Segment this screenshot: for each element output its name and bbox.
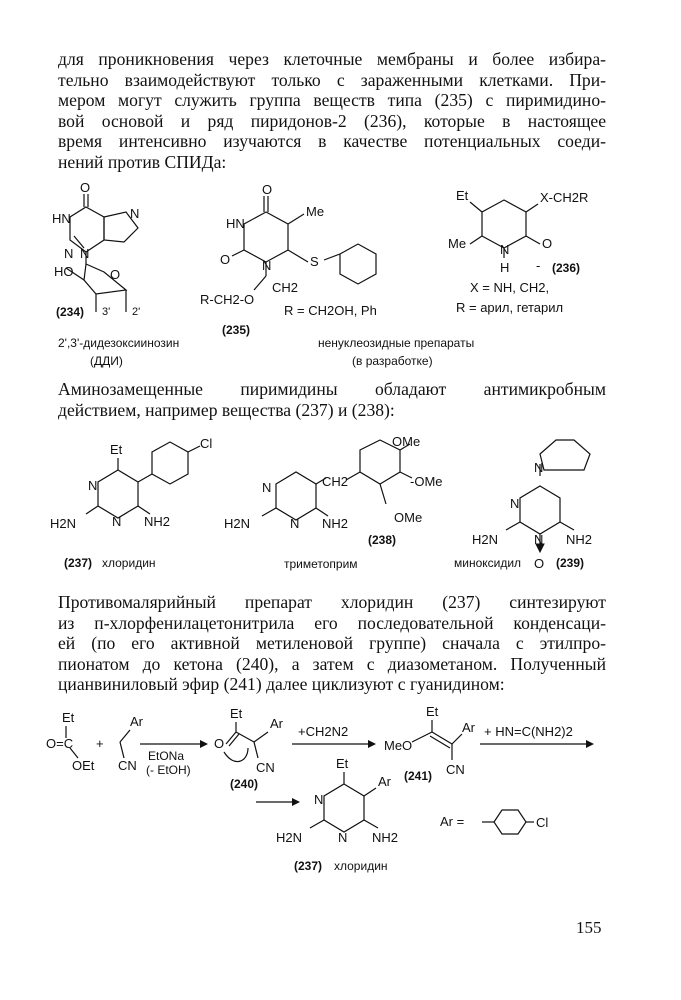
atom-label: CH2 (272, 280, 299, 295)
reaction-arrow-2 (292, 724, 376, 748)
atom-label: NH2 (372, 830, 399, 845)
scheme-caption: ненуклеозидные препараты (318, 336, 475, 350)
text-line: действием, например вещества (237) и (238): (58, 399, 395, 420)
atom-label: N (64, 246, 74, 261)
atom-label: N (88, 478, 98, 493)
atom-label: Ar (378, 774, 391, 789)
atom-label: O (80, 180, 91, 195)
atom-label: H2N (276, 830, 303, 845)
atom-label: MeO (384, 738, 413, 753)
atom-label: O (534, 556, 545, 571)
text-line: ей (по его активной метиленовой группе) сначала с этилпро- (58, 633, 606, 653)
scheme-caption: (в разработке) (352, 354, 433, 368)
substituent-definition: R = CH2OH, Ph (284, 303, 377, 318)
compound-237-product (276, 756, 398, 873)
atom-label: N (510, 496, 520, 511)
atom-label: N (290, 516, 300, 531)
text-line: вой основой и ряд пиридонов-2 (236), которые в настоящее (58, 110, 606, 131)
atom-label: H2N (224, 516, 251, 531)
atom-label: Me (306, 204, 325, 219)
atom-label: OMe (394, 510, 423, 525)
compound-number: (238) (368, 533, 397, 547)
compound-name: (ДДИ) (90, 354, 123, 368)
atom-label: Et (62, 710, 75, 725)
atom-label: Cl (200, 436, 213, 451)
atom-label: N (112, 514, 122, 529)
atom-label: Et (426, 704, 439, 719)
reactant-ethyl-propionate (46, 710, 95, 773)
reactant-arylacetonitrile (118, 714, 144, 773)
compound-number: (237) (64, 556, 93, 570)
compound-number: (241) (404, 769, 433, 783)
atom-label: Ar (462, 720, 475, 735)
compound-237 (50, 436, 212, 570)
scheme-antiviral (0, 172, 681, 372)
compound-234 (52, 180, 179, 368)
compound-number: (240) (230, 777, 259, 791)
atom-label: Ar (270, 716, 283, 731)
atom-label: NH2 (144, 514, 171, 529)
compound-name: хлоридин (102, 556, 156, 570)
atom-label: Et (110, 442, 123, 457)
atom-label: O (262, 182, 273, 197)
page-number: 155 (576, 918, 602, 937)
atom-label: OMe (392, 434, 421, 449)
atom-label: CN (118, 758, 137, 773)
atom-label: N (314, 792, 324, 807)
aryl-definition (440, 810, 548, 834)
text-line: для проникновения через клеточные мембраны и более избира- (58, 49, 606, 69)
scheme-synthesis (0, 700, 681, 890)
plus-sign: + (96, 736, 104, 751)
text-line: время интенсивно изучаются в качестве потенциальных соеди- (58, 131, 606, 151)
atom-label: HN (52, 211, 71, 226)
atom-label: N (80, 246, 90, 261)
scheme-antimicrobial (0, 428, 681, 578)
reagent-label: +CH2N2 (298, 724, 349, 739)
definition-label: Ar = (440, 814, 465, 829)
atom-label: N (534, 460, 544, 475)
scheme-synthesis-svg (0, 700, 681, 890)
reaction-arrow-1 (140, 740, 208, 777)
compound-241 (384, 704, 476, 783)
atom-label: O=C (46, 736, 74, 751)
atom-label: NH2 (322, 516, 349, 531)
compound-238 (224, 434, 443, 571)
atom-label: N (338, 830, 348, 845)
compound-number: (234) (56, 305, 85, 319)
separator-dash: - (536, 258, 541, 273)
atom-label: N (262, 258, 272, 273)
compound-name: триметоприм (284, 557, 358, 571)
atom-label: Et (336, 756, 349, 771)
compound-name: миноксидил (454, 556, 522, 570)
atom-label: CH2 (322, 474, 349, 489)
text-line: цианвиниловый эфир (241) далее циклизуют с гуанидином: (58, 674, 505, 694)
text-line: Противомалярийный препарат хлоридин (237) синтезируют (58, 592, 606, 612)
atom-label: H (500, 260, 510, 275)
reaction-condition: EtONa (148, 749, 185, 763)
atom-label: CN (256, 760, 275, 775)
atom-label: Cl (536, 815, 549, 830)
compound-235 (200, 182, 377, 337)
text-line: из п-хлорфенилацетонитрила его последовательной конденсаци- (58, 612, 606, 633)
atom-label: H2N (472, 532, 499, 547)
compound-236 (448, 188, 588, 315)
atom-label: N (130, 206, 140, 221)
atom-label: H2N (50, 516, 77, 531)
compound-name: хлоридин (334, 859, 388, 873)
atom-label: S (310, 254, 319, 269)
atom-label: N (500, 242, 510, 257)
scheme-antimicrobial-svg (0, 428, 681, 578)
substituent-definition: R = арил, гетарил (456, 300, 564, 315)
text-line: пионатом до кетона (240), а затем с диазометаном. Полученный (58, 653, 606, 674)
compound-number: (237) (294, 859, 323, 873)
atom-label: NH2 (566, 532, 593, 547)
atom-label: Me (448, 236, 467, 251)
compound-number: (236) (552, 261, 581, 275)
paragraph-synthesis (58, 592, 606, 695)
reaction-arrow-3 (480, 724, 594, 748)
atom-label: -OMe (410, 474, 443, 489)
text-line: мером могут служить группа веществ типа (235) с пиримидино- (58, 90, 606, 110)
atom-label: CN (446, 762, 465, 777)
compound-240 (214, 706, 284, 791)
atom-label: X-CH2R (540, 190, 589, 205)
compound-number: (239) (556, 556, 585, 570)
text-line: Аминозамещенные пиримидины обладают антимикробным (58, 379, 606, 399)
atom-label: O (220, 252, 231, 267)
scheme-antiviral-svg (0, 172, 681, 372)
atom-label: Ar (130, 714, 143, 729)
atom-label: OEt (72, 758, 95, 773)
atom-label: N (534, 532, 544, 547)
reaction-arrow-4 (256, 798, 300, 806)
compound-name: 2',3'-дидезоксиинозин (58, 336, 180, 350)
atom-label: HO (54, 264, 74, 279)
atom-label: R-CH2-O (200, 292, 255, 307)
paragraph-intro (58, 49, 606, 172)
reaction-condition: (- EtOH) (146, 763, 191, 777)
ring-label: 2' (132, 306, 141, 318)
text-line: нений против СПИДа: (58, 151, 227, 172)
substituent-definition: X = NH, CH2, (470, 280, 550, 295)
atom-label: O (542, 236, 553, 251)
atom-label: Et (456, 188, 469, 203)
ring-label: 3' (102, 306, 111, 318)
atom-label: N (262, 480, 272, 495)
reagent-label: + HN=C(NH2)2 (484, 724, 573, 739)
atom-label: O (214, 736, 225, 751)
compound-239 (454, 440, 592, 571)
atom-label: Et (230, 706, 243, 721)
atom-label: O (110, 267, 121, 282)
text-line: тельно взаимодействуют только с зараженными клетками. При- (58, 69, 606, 90)
compound-number: (235) (222, 323, 251, 337)
paragraph-antimicrobial (58, 379, 606, 420)
atom-label: HN (226, 216, 245, 231)
